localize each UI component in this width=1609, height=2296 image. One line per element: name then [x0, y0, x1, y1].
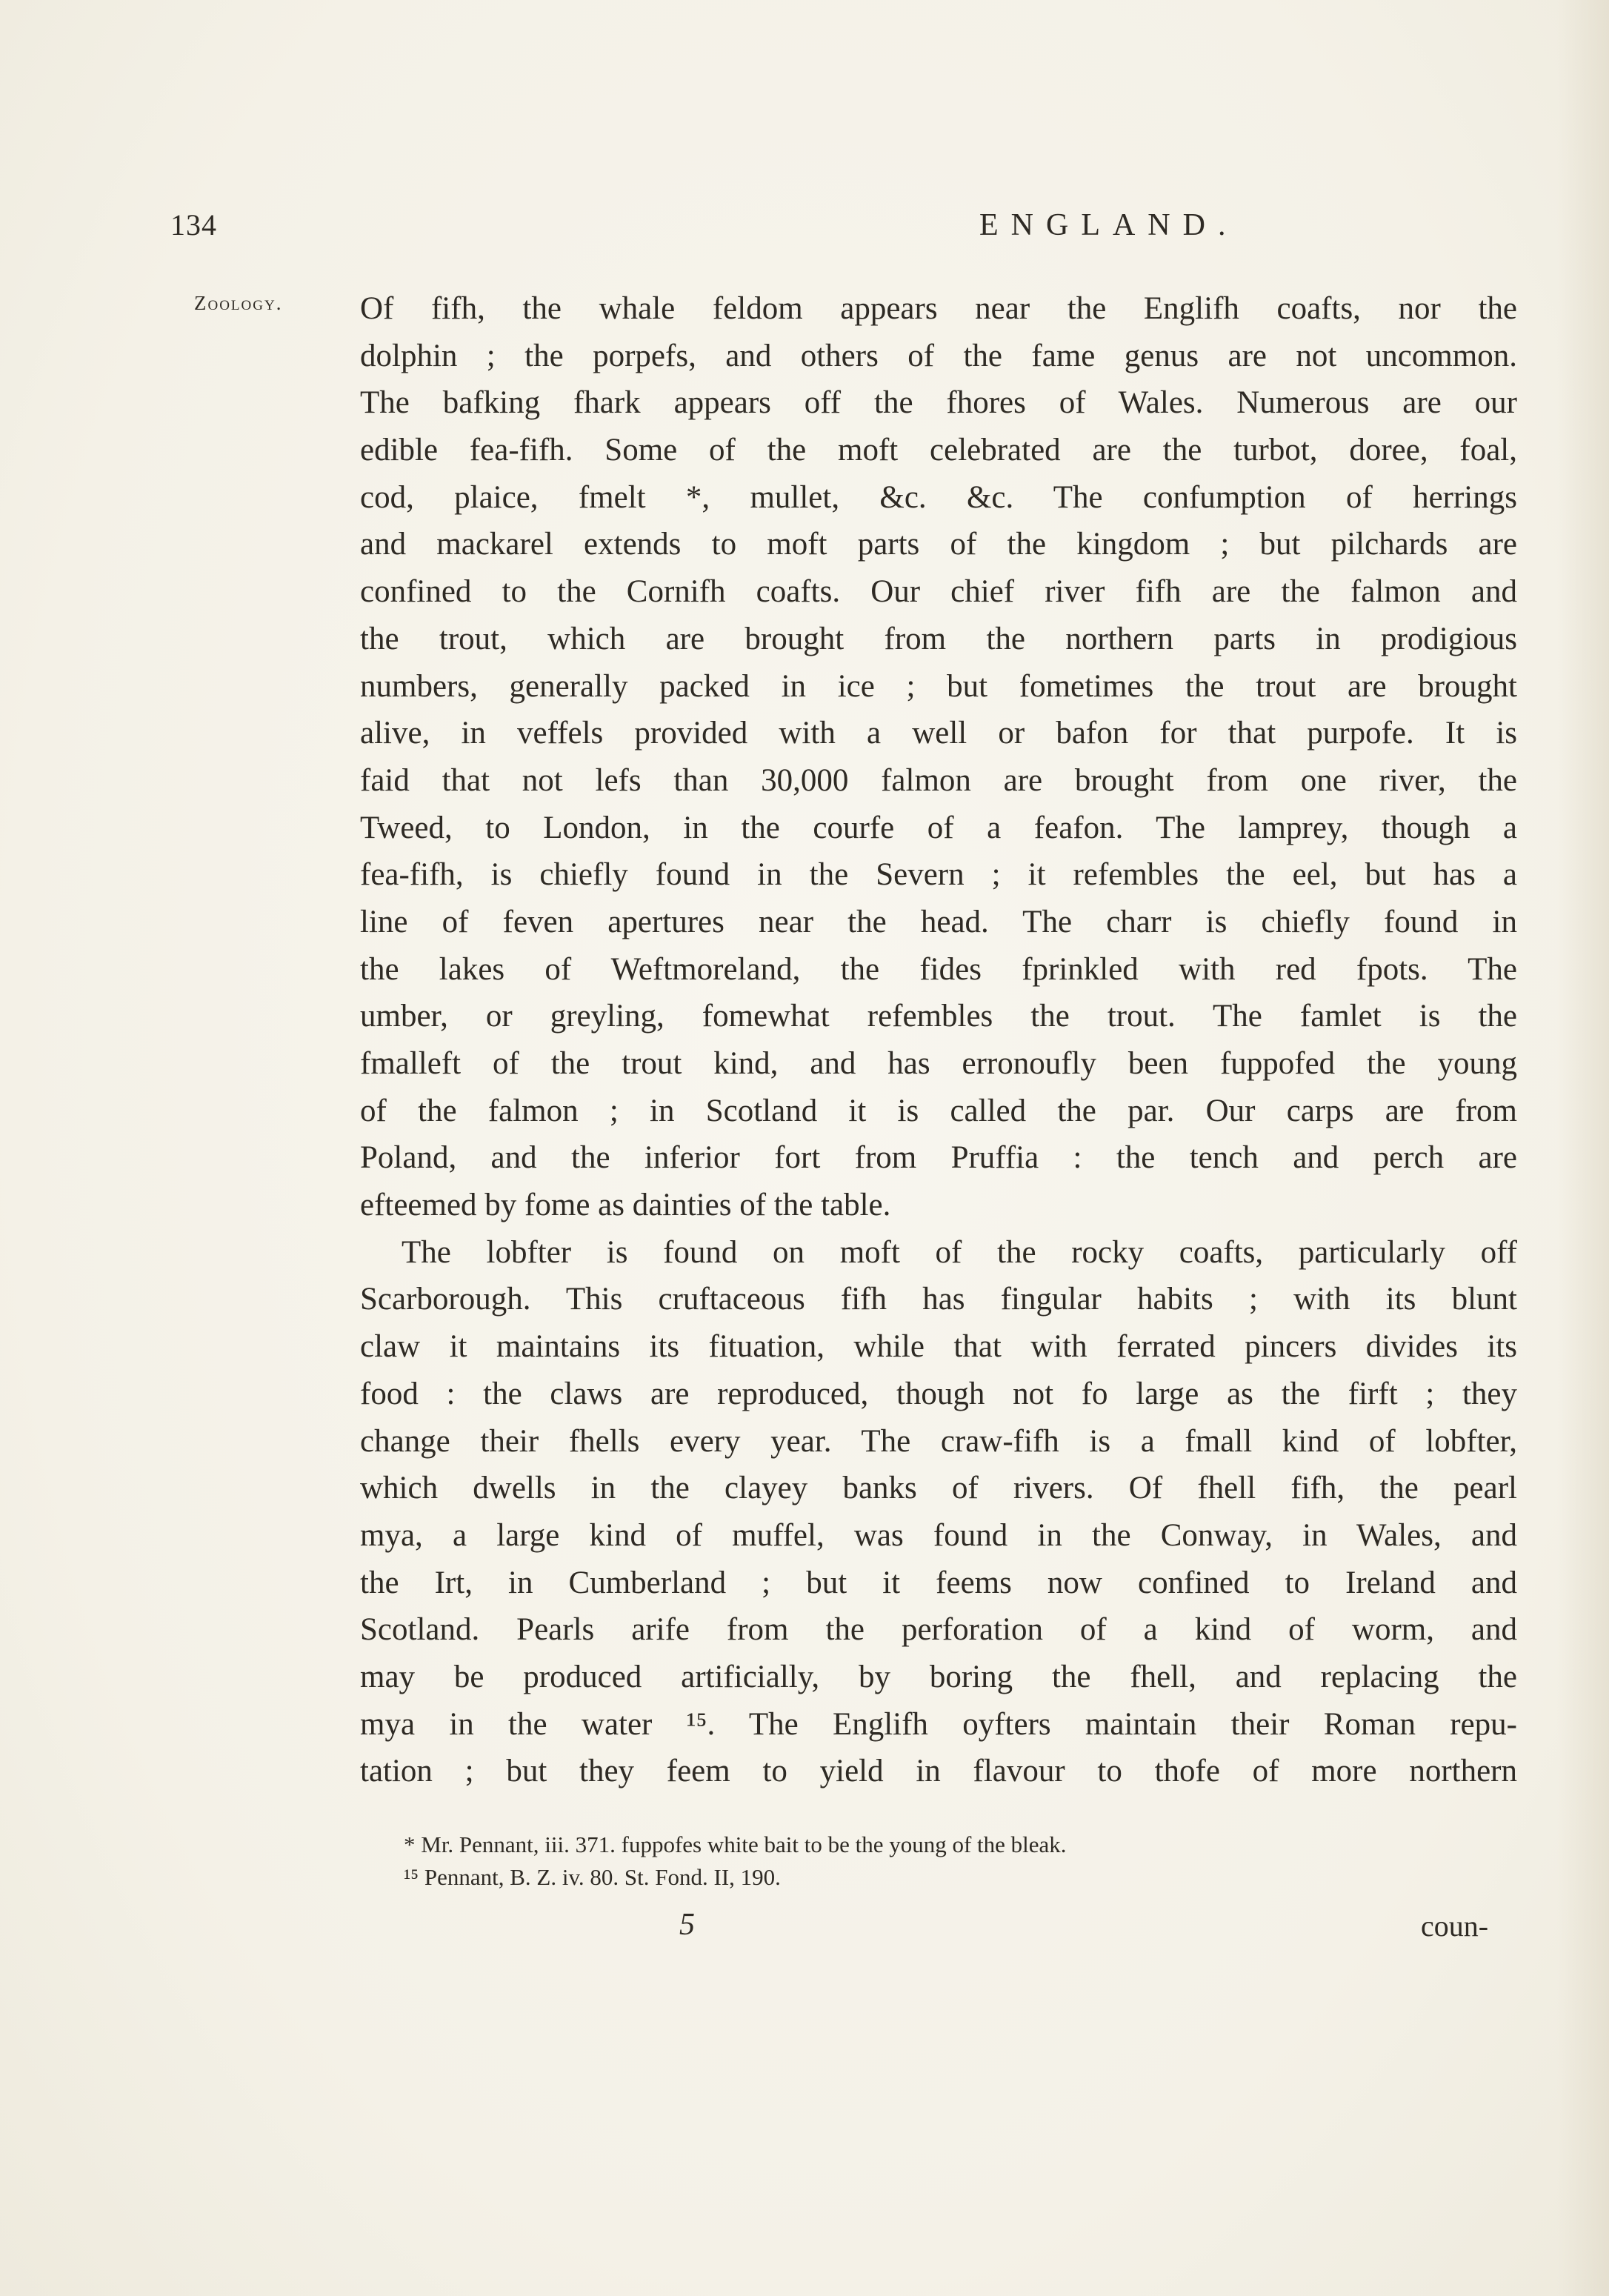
text-line: cod, plaice, fmelt *, mullet, &c. &c. The confumption of herrings [360, 479, 1517, 515]
text-line: dolphin ; the porpefs, and others of the fame genus are not uncommon. [360, 338, 1517, 373]
footnotes [404, 1829, 1293, 1894]
text-line: faid that not lefs than 30,000 falmon are brought from one river, the [360, 762, 1517, 798]
page-header [170, 207, 1533, 259]
text-line: umber, or greyling, fomewhat refembles the trout. The famlet is the [360, 999, 1517, 1034]
text-line: Tweed, to London, in the courfe of a feafon. The lamprey, though a [360, 810, 1517, 845]
paragraph-1 [360, 285, 1517, 1229]
margin-note: Zoology. [194, 292, 283, 314]
text-line: Poland, and the inferior fort from Pruffia : the tench and perch are [360, 1140, 1517, 1176]
footnote: ¹⁵ Pennant, B. Z. iv. 80. St. Fond. II, 190. [404, 1864, 781, 1890]
paragraph-2 [360, 1229, 1517, 1795]
text-line: efteemed by fome as dainties of the table. [360, 1188, 891, 1223]
text-line: numbers, generally packed in ice ; but fometimes the trout are brought [360, 668, 1517, 704]
text-line: The bafking fhark appears off the fhores of Wales. Numerous are our [360, 385, 1517, 421]
footnote: * Mr. Pennant, iii. 371. fuppofes white bait to be the young of the bleak. [404, 1831, 1067, 1857]
running-head: ENGLAND. [979, 208, 1239, 242]
catchword: coun- [1421, 1909, 1489, 1943]
body-text [360, 285, 1517, 1795]
text-line: food : the claws are reproduced, though not fo large as the firft ; they [360, 1376, 1517, 1411]
text-line: mya in the water ¹⁵. The Englifh oyfters maintain their Roman repu- [360, 1706, 1517, 1742]
text-line: The lobfter is found on moft of the rocky coafts, particularly off [402, 1234, 1517, 1270]
text-line: edible fea-fifh. Some of the moft celebrated are the turbot, doree, foal, [360, 433, 1517, 468]
text-line: alive, in veffels provided with a well or bafon for that purpofe. It is [360, 716, 1517, 751]
text-line: the Irt, in Cumberland ; but it feems now confined to Ireland and [360, 1565, 1517, 1600]
text-line: Scotland. Pearls arife from the perforation of a kind of worm, and [360, 1612, 1517, 1648]
text-line: and mackarel extends to moft parts of the kingdom ; but pilchards are [360, 527, 1517, 562]
text-line: Scarborough. This cruftaceous fifh has fingular habits ; with its blunt [360, 1282, 1517, 1317]
text-line: tation ; but they feem to yield in flavour to thofe of more northern [360, 1754, 1517, 1789]
text-line: Of fifh, the whale feldom appears near the Englifh coafts, nor the [360, 291, 1517, 326]
text-line: change their fhells every year. The craw-fifh is a fmall kind of lobfter, [360, 1423, 1517, 1459]
text-line: line of feven apertures near the head. The charr is chiefly found in [360, 904, 1517, 939]
text-line: fea-fifh, is chiefly found in the Severn ; it refembles the eel, but has a [360, 857, 1517, 893]
text-line: which dwells in the clayey banks of rivers. Of fhell fifh, the pearl [360, 1471, 1517, 1506]
text-line: claw it maintains its fituation, while that with ferrated pincers divides its [360, 1329, 1517, 1365]
text-line: fmalleft of the trout kind, and has erronoufly been fuppofed the young [360, 1046, 1517, 1081]
text-line: confined to the Cornifh coafts. Our chief river fifh are the falmon and [360, 574, 1517, 610]
page-number: 134 [170, 208, 217, 242]
text-line: the lakes of Weftmoreland, the fides fprinkled with red fpots. The [360, 951, 1517, 987]
text-line: may be produced artificially, by boring the fhell, and replacing the [360, 1659, 1517, 1694]
page-edge-shadow [1557, 0, 1609, 2296]
text-line: of the falmon ; in Scotland it is called the par. Our carps are from [360, 1093, 1517, 1128]
signature-mark: 5 [679, 1908, 695, 1942]
text-line: the trout, which are brought from the northern parts in prodigious [360, 621, 1517, 656]
text-line: mya, a large kind of muffel, was found in the Conway, in Wales, and [360, 1517, 1517, 1553]
